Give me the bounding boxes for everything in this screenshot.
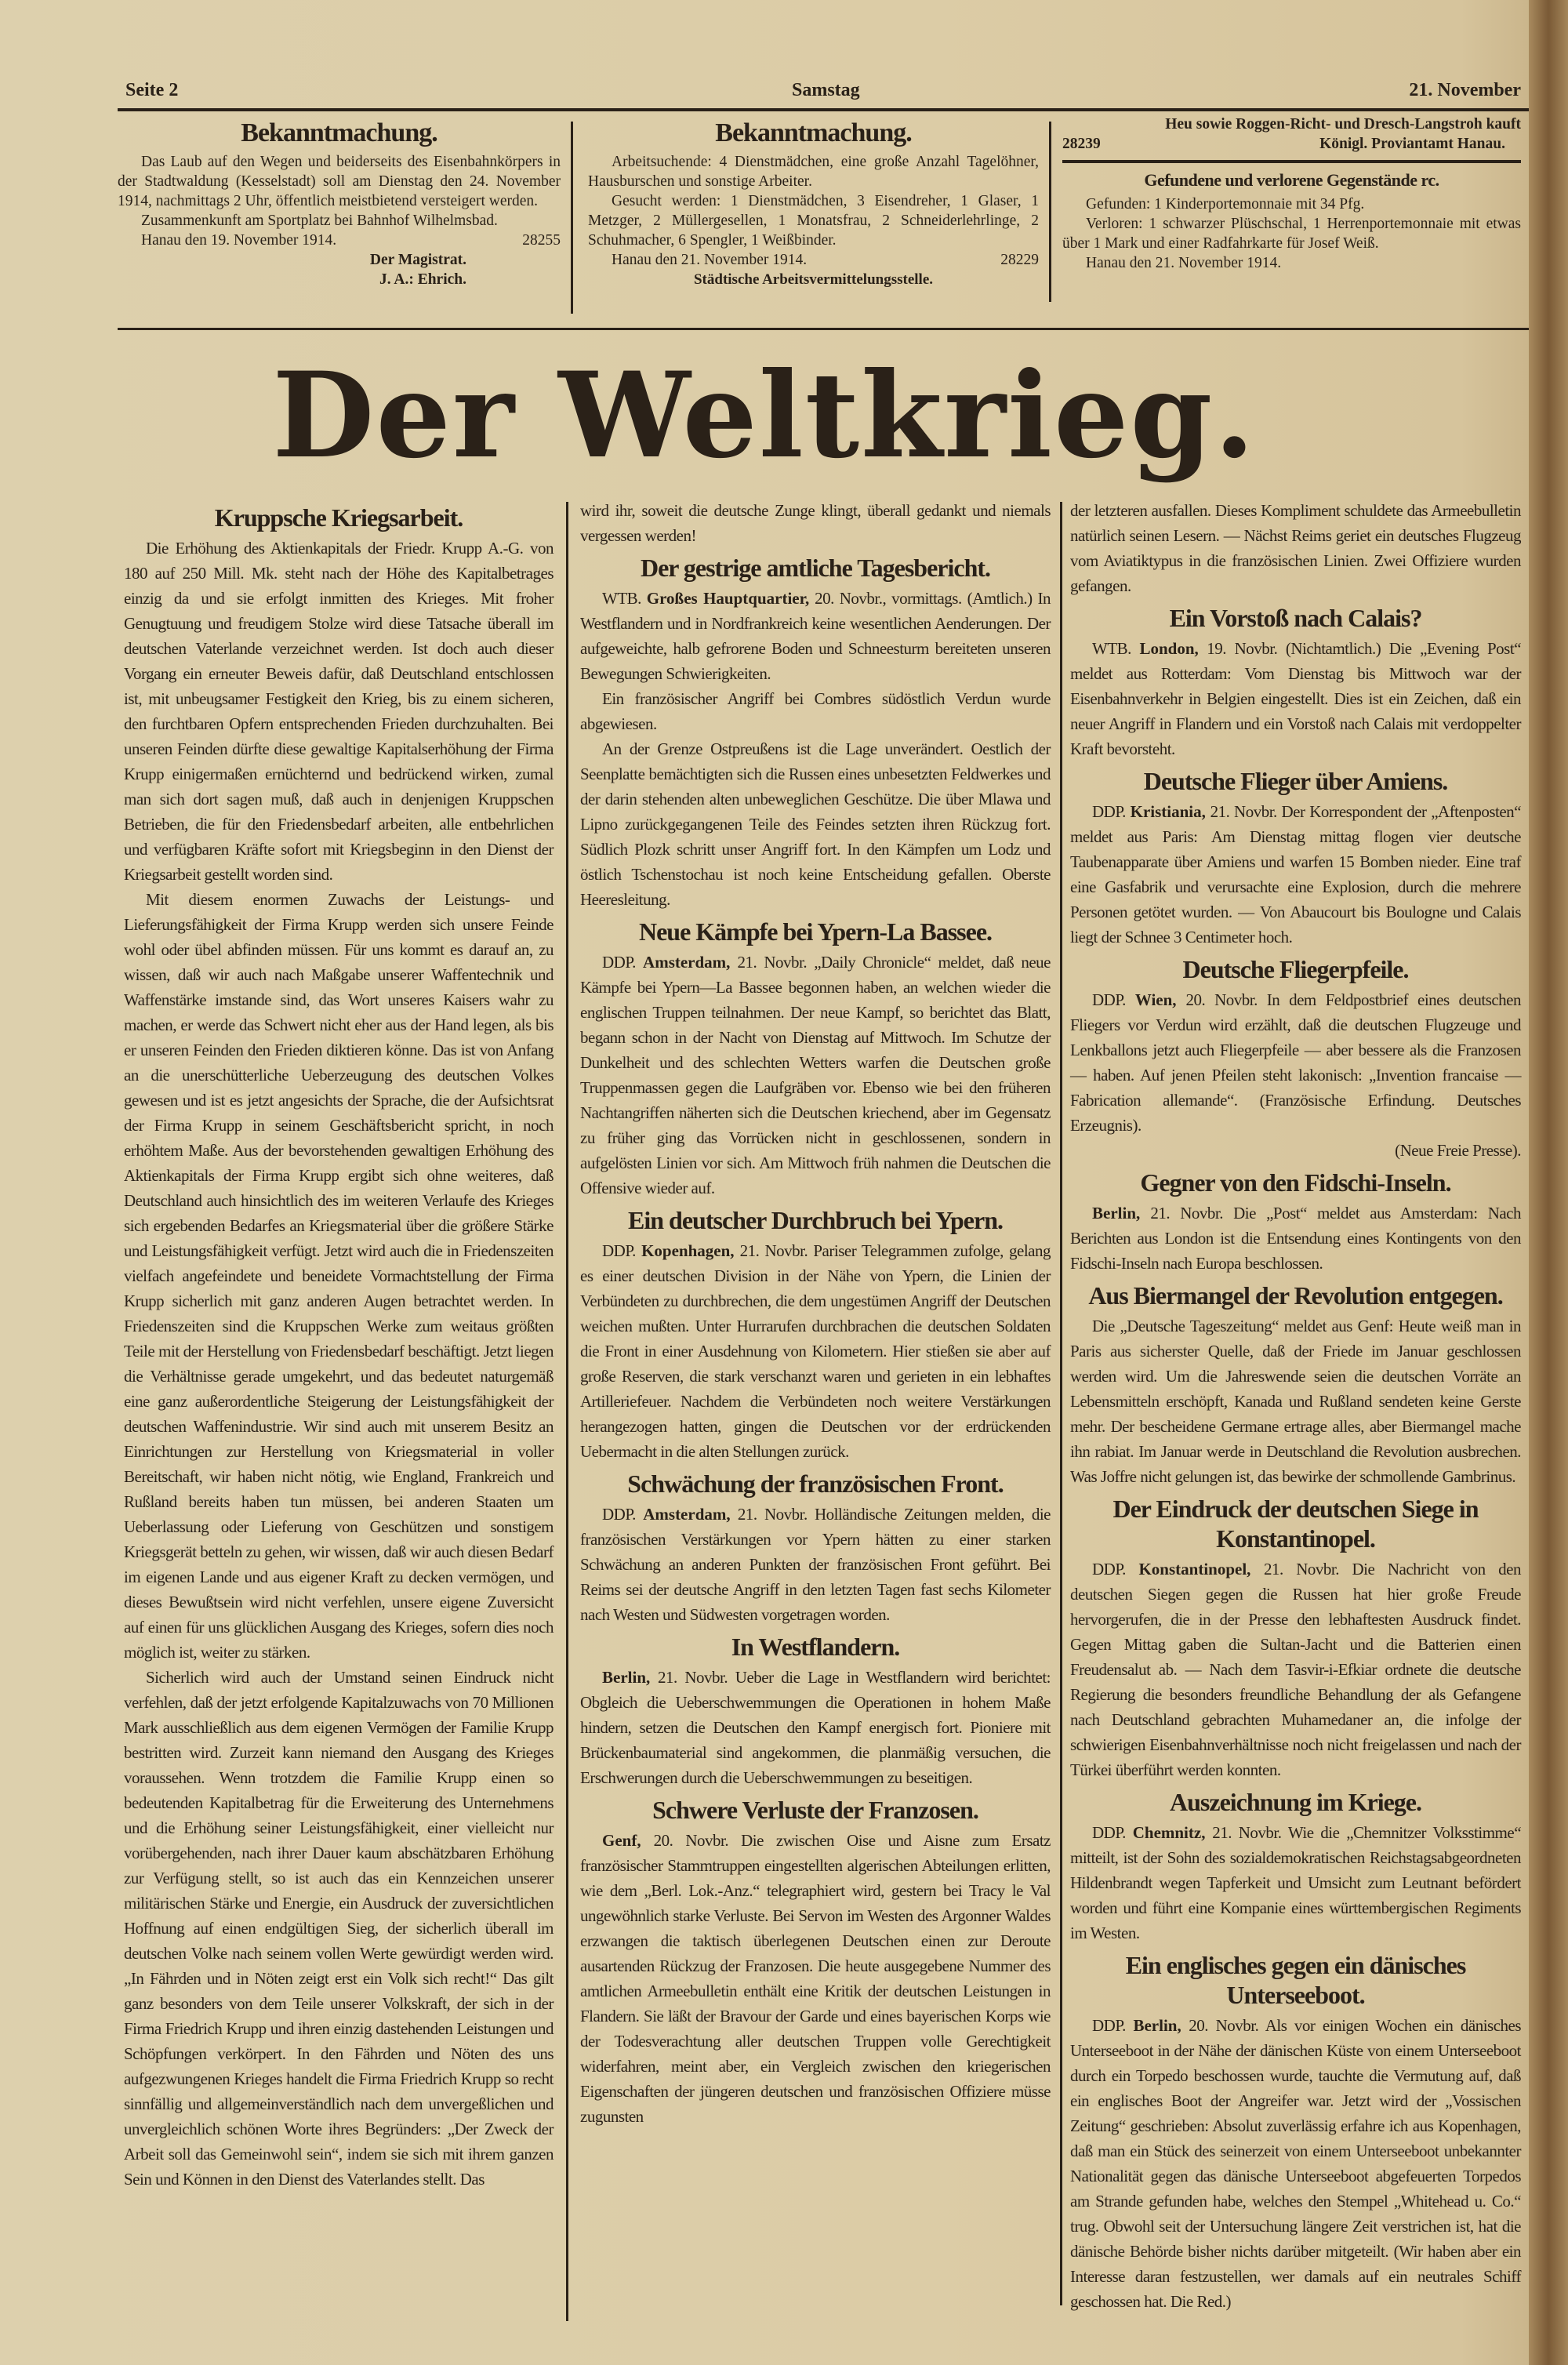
ad-title: Bekanntmachung. [715,118,912,147]
news-agency: DDP. [1092,2016,1126,2035]
article-paragraph [580,498,1051,548]
ad-text: Das Laub auf den Wegen und beiderseits des Eisenbahnkörpers in der Stadtwaldung (Kesselstadt) soll am Dienstag den 24. November 1914, nachmittags 2 Uhr, öffentlich meistbietend versteigert werden. [118,154,561,209]
article-headline: Auszeichnung im Kriege. [1170,1788,1421,1816]
dateline-place: Kristiania, [1130,802,1206,821]
dateline-place: Berlin, [602,1668,651,1687]
ad-signature: J. A.: Ehrich. [379,271,466,288]
paragraph-text: 20. Novbr. Die zwischen Oise und Aisne zum Ersatz französischer Stammtruppen eingestellten algerischen Abteilungen erlitten, wie dem „Berl. Lok.-Anz.“ telegraphiert wird, gestern bei Tracy le Val ungewöhnlich starke Verluste. Bei Servon im Westen des Argonner Waldes erzwangen die taktisch überlegenen Deutschen einen zur Deroute ausartenden Rückzug der Franzosen. Die heute ausgegebene Nummer des amtlichen Armeebulletin enthält eine Kritik der deutschen Leistungen in Flandern. Sie läßt der Bravour der Garde und eines bayerischen Korps wie der Todesverachtung aller deutschen Truppen volle Gerechtigkeit widerfahren, meint aber, ein Vergleich zwischen den kriegerischen Eigenschaften der jüngeren deutschen und französischen Offiziere müsse zugunsten [580,1831,1051,2126]
ad-text: Gefunden: 1 Kinderportemonnaie mit 34 Pfg. [1086,196,1365,213]
article-paragraph [1070,987,1521,1138]
article-headline: Deutsche Flieger über Amiens. [1143,767,1448,795]
article [124,503,554,2192]
article-paragraph [1070,1138,1521,1163]
ad-signature: Königl. Proviantamt Hanau. [1319,136,1505,152]
column-3 [1070,498,1521,2314]
article-paragraph [580,586,1051,686]
news-agency: DDP. [602,1505,636,1524]
article [1070,498,1521,598]
article-paragraph [1070,799,1521,950]
article-headline: In Westflandern. [731,1633,900,1661]
paragraph-text: 20. Novbr., vormittags. (Amtlich.) In Westflandern und in Nordfrankreich keine wesentlichen Aenderungen. Der aufgeweichte, halb gefrorene Boden und Schneesturm bereiteten unseren Bewegungen Schwierigkeiten. [580,589,1051,683]
paragraph-text: 21. Novbr. Der Korrespondent der „Aftenposten“ meldet aus Paris: Am Dienstag mittag flogen vier deutsche Taubenapparate über Amiens und warfen 15 Bomben nieder. Eine traf eine Gasfabrik und verursachte eine Explosion, durch die mehrere Personen getötet wurden. — Von Abaucourt bis Boulogne und Calais liegt der Schnee 3 Centimeter hoch. [1070,802,1521,946]
paragraph-text: 21. Novbr. Wie die „Chemnitzer Volksstimme“ mitteilt, ist der Sohn des sozialdemokratischen Reichstagsabgeordneten Hildenbrandt wegen Tapferkeit und Umsicht zum Leutnant befördert worden und führt eine Kompanie eines württembergischen Regiments im Westen. [1070,1823,1522,1942]
column-1 [124,498,554,2192]
article-paragraph [580,1828,1051,2129]
dateline-place: Großes Hauptquartier, [646,589,810,608]
ad-rule [1062,160,1521,163]
book-gutter [1529,0,1568,2365]
article [1070,954,1521,1163]
ad-labour-office [588,118,1039,289]
ad-number: 28239 [1062,136,1101,152]
column-rule [1049,122,1051,302]
paragraph-text: 20. Novbr. In dem Feldpostbrief eines deutschen Fliegers vor Verdun wird erzählt, daß die deutschen Flugzeuge und Lenkballons jetzt auch Fliegerpfeile — aber bessere als die Franzosen — haben. Auf jenen Pfeilen steht lakonisch: „Invention francaise — Fabrication allemande“. (Französische Erfindung. Deutsches Erzeugnis). [1070,990,1522,1135]
news-agency: DDP. [1092,990,1126,1009]
article-headline: Neue Kämpfe bei Ypern-La Bassee. [638,917,993,946]
paragraph-text: 21. Novbr. „Daily Chronicle“ meldet, daß neue Kämpfe bei Ypern—La Bassee begonnen haben, an welchen wieder die englischen Truppen teilnahmen. Der neue Kampf, so berichtet das Blatt, begann schon in der Nacht von Dienstag auf Mittwoch. Im Schutze der Dunkelheit und des schlechten Wetters warfen die Deutschen große Truppenmassen gegen die Laufgräben vor. Ebenso wie bei den früheren Nachtangriffen näherten sich die Deutschen kriechend, aber im Gegensatz zu früher ging das Vorrücken nicht in geschlossenen, sondern in aufgelösten Linien vor sich. Am Mittwoch früh nahmen die Deutschen die Offensive wieder auf. [580,953,1051,1197]
news-agency: WTB. [1092,639,1131,658]
article [580,917,1051,1201]
article-headline: Der gestrige amtliche Tagesbericht. [640,554,991,582]
dateline-place: Konstantinopel, [1138,1560,1251,1578]
article [580,1795,1051,2129]
article [1070,1168,1521,1276]
article-headline: Gegner von den Fidschi-Inseln. [1140,1168,1451,1197]
article-headline: Ein Vorstoß nach Calais? [1169,604,1422,632]
article-headline: Ein englisches gegen ein dänisches Unterseeboot. [1125,1951,1466,2009]
article-paragraph [580,736,1051,912]
dateline-place: Genf, [602,1831,641,1850]
article-paragraph [580,1238,1051,1464]
article-headline: Schwere Verluste der Franzosen. [652,1796,978,1824]
article-paragraph [580,1502,1051,1627]
article [1070,1494,1521,1782]
paragraph-text: 19. Novbr. (Nichtamtlich.) Die „Evening Post“ meldet aus Rotterdam: Vom Dienstag bis Mittwoch war der Eisenbahnverkehr in Belgien eingestellt. Dies ist ein Zeichen, daß ein neuer Angriff in Flandern und ein Vorstoß nach Calais mit verdoppelter Kraft bevorsteht. [1070,639,1522,758]
article [580,1469,1051,1627]
ad-text: Heu sowie Roggen-Richt- und Dresch-Langstroh kauft [1165,116,1521,133]
article [580,1632,1051,1790]
article-headline: Der Eindruck der deutschen Siege in Konstantinopel. [1112,1495,1479,1553]
article-paragraph [124,887,554,1665]
ad-place-date: Hanau den 19. November 1914. [141,232,337,249]
article [1070,766,1521,950]
paragraph-text: 21. Novbr. Die „Post“ meldet aus Amsterdam: Nach Berichten aus London ist die Entsendung eines Kontingents von den Fidschi-Inseln nach Europa beschlossen. [1070,1204,1521,1273]
news-agency: DDP. [1092,1823,1126,1842]
news-agency: DDP. [602,953,636,972]
column-rule [1060,502,1062,2305]
ad-place-date: Hanau den 21. November 1914. [1086,255,1282,271]
article [580,553,1051,912]
paragraph-text: 21. Novbr. Holländische Zeitungen melden, die französischen Verstärkungen vor Ypern hätten zu einer starken Schwächung an anderen Punkten der französischen Front geführt. Bei Reims sei der deutsche Angriff in den letzten Tagen fast sechs Kilometer nach Westen und Südwesten vorgetragen worden. [580,1505,1051,1624]
column-rule [566,502,568,2321]
article-headline: Ein deutscher Durchbruch bei Ypern. [628,1206,1003,1234]
article-paragraph [1070,1313,1521,1489]
weekday: Samstag [792,80,860,100]
paragraph-text: der letzteren ausfallen. Dieses Kompliment schuldete das Armeebulletin natürlich seinen Lesern. — Nächst Reims geriet ein deutsches Flugzeug vom Aviatiktypus in die französischen Linien. Zwei Offiziere wurden gefangen. [1070,501,1521,595]
news-agency: DDP. [602,1241,636,1260]
dateline-place: Amsterdam, [643,953,731,972]
article-headline: Schwächung der französischen Front. [627,1469,1004,1498]
ad-laub-auction [118,118,561,289]
dateline-place: London, [1139,639,1199,658]
ad-lost-found [1062,114,1521,273]
article [580,498,1051,548]
ad-text: Zusammenkunft am Sportplatz bei Bahnhof Wilhelmsbad. [141,213,498,229]
ad-signature: Städtische Arbeitsvermittelungsstelle. [693,271,933,288]
paragraph-text: Mit diesem enormen Zuwachs der Leistungs- und Lieferungsfähigkeit der Firma Krupp werden sich unsere Feinde wohl oder übel abfinden müssen. Für uns kommt es darauf an, zu wissen, daß wir auch nach Maßgabe unserer Waffentechnik und Waffenstärke imstande sind, das Wort unseres Kaisers wahr zu machen, er werde das Schwert nicht eher aus der Hand legen, als bis er unseren Feinden den Frieden diktieren könne. Das ist von Anfang an die unerschütterliche Ueberzeugung des deutschen Volkes gewesen und ist es jetzt angesichts der Sprache, die der Aufsichtsrat der Firma Krupp in seinem Geschäftsbericht spricht, in noch erhöhtem Maße. Aus der bevorstehenden gewaltigen Erhöhung des Aktienkapitals der Firma Krupp ergibt sich ohne weiteres, daß Deutschland auch hinsichtlich des im weiteren Verlaufe des Krieges sich ergebenden Bedarfes an Kriegsmaterial über die größere Stärke und Leistungsfähigkeit verfügt. Jetzt wird auch die in Friedenszeiten vielfach angefeindete und beneidete Vormachtstellung der Firma Krupp sicherlich mit ganz anderen Augen betrachtet werden. In Friedenszeiten sind die Kruppschen Werke zum weitaus größten Teile mit der Herstellung von Friedensbedarf beschäftigt. Jetzt liegen die Verhältnisse gerade umgekehrt, und das bedeutet naturgemäß eine ganz außerordentliche Steigerung der Leistungsfähigkeit der deutschen Waffenindustrie. Wir sind auch mit unserem Besitz an Einrichtungen zur Herstellung von Kriegsmaterial in voller Bereitschaft, wir haben nicht nötig, wie England, Frankreich und Rußland bereits haben tun müssen, bei anderen Staaten um Ueberlassung oder Lieferung von Geschützen und sonstigem Kriegsgerät betteln zu gehen, wir wissen, daß wir auch diesen Bedarf im eigenen Lande und aus eigener Kraft zu decken vermögen, und dieses Bewußtsein wird nicht verfehlen, unsere eigene Zuversicht auf einen für uns glücklichen Ausgang des Krieges, sofern dies noch möglich ist, weiter zu stärken. [124,890,554,1662]
ad-number: 28229 [1000,252,1039,268]
ad-place-date: Hanau den 21. November 1914. [612,252,808,268]
page-number: Seite 2 [125,80,179,100]
paragraph-text: 21. Novbr. Ueber die Lage in Westflandern wird berichtet: Obgleich die Ueberschwemmungen die Operationen in hohem Maße hindern, setzen die Deutschen den Kampf energisch fort. Pioniere mit Brückenbaumaterial sind angekommen, die planmäßig versuchen, die Erschwerungen durch die Ueberschwemmungen zu beseitigen. [580,1668,1051,1787]
ad-text: Verloren: 1 schwarzer Plüschschal, 1 Herrenportemonnaie mit etwas über 1 Mark und einer Radfahrkarte für Josef Weiß. [1062,216,1521,252]
page-header [125,78,1521,104]
article-paragraph [1070,1557,1521,1782]
paragraph-text: wird ihr, soweit die deutsche Zunge klingt, überall gedankt und niemals vergessen werden! [580,501,1051,545]
news-agency: DDP. [1092,1560,1126,1578]
paragraph-text: An der Grenze Ostpreußens ist die Lage unverändert. Oestlich der Seenplatte bemächtigten sich die Russen eines unbesetzten Feldwerkes und der darin stehenden alten unbeweglichen Geschütze. Die über Mlawa und Lipno zurückgegangenen Teile des Feindes setzten ihren Rückzug fort. Südlich Plozk schritt unser Angriff fort. In den Kämpfen um Lodz und östlich Tschenstochau ist noch keine Entscheidung gefallen. Oberste Heeresleitung. [580,739,1051,909]
paragraph-text: 21. Novbr. Pariser Telegrammen zufolge, gelang es einer deutschen Division in der Nähe von Ypern, die Linien der Verbündeten zu durchbrechen, die dem ungestümen Angriff der Deutschen weichen mußten. Unter Hurrarufen durchbrachen die deutschen Soldaten die Front in einer Ausdehnung von Kilometern. Hier stießen sie aber auf große Reserven, die stark verschanzt waren und gerieten in ein lebhaftes Artilleriefeuer. Nachdem die Verbündeten noch weitere Verstärkungen herangezogen hatten, gingen die Deutschen vor der erdrückenden Uebermacht in die alten Stellungen zurück. [580,1241,1051,1461]
article-headline: Aus Biermangel der Revolution entgegen. [1088,1281,1503,1310]
article-headline: Kruppsche Kriegsarbeit. [214,503,463,532]
paragraph-text: (Neue Freie Presse). [1395,1141,1521,1160]
column-2 [580,498,1051,2129]
article-paragraph [1070,1201,1521,1276]
news-agency: DDP. [1092,802,1126,821]
article [1070,1787,1521,1945]
dateline-place: Chemnitz, [1132,1823,1206,1842]
dateline-place: Kopenhagen, [641,1241,735,1260]
ad-number: 28255 [522,232,561,249]
column-rule [571,122,573,314]
article-headline: Deutsche Fliegerpfeile. [1182,955,1409,983]
issue-date: 21. November [1409,80,1521,100]
ad-text: Arbeitsuchende: 4 Dienstmädchen, eine große Anzahl Tagelöhner, Hausburschen und sonstige Arbeiter. [588,154,1039,190]
ad-signature: Der Magistrat. [369,252,466,268]
paragraph-text: Die „Deutsche Tageszeitung“ meldet aus Genf: Heute weiß man in Paris aus sicherster Quelle, daß der Friede im Januar geschlossen werden wird. Um die Jahreswende seien die deutschen Vorräte an Lebensmitteln erschöpft, Kanada und Rußland sendeten keine Gerste mehr. Der bescheidene Germane ertrage alles, aber Biermangel mache ihn rabiat. Im Januar werde in Deutschland die Revolution ausbrechen. Was Joffre nicht gelungen ist, das bewirke der schmollende Gambrinus. [1070,1317,1521,1486]
main-title: Der Weltkrieg. [272,347,1257,485]
article-paragraph [580,1665,1051,1790]
article-paragraph [1070,1820,1521,1945]
article-paragraph [580,686,1051,736]
paragraph-text: Ein französischer Angriff bei Combres südöstlich Verdun wurde abgewiesen. [580,689,1051,733]
paragraph-text: 21. Novbr. Die Nachricht von den deutschen Siegen gegen die Russen hat hier große Freude hervorgerufen, die in der Presse den lebhaftesten Ausdruck findet. Gegen Mittag gaben die Sultan-Jacht und die Batterien einen Freudensalut ab. — Nach dem Tasvir-i-Efkiar ordnete die deutsche Regierung die besonders freundliche Behandlung der als Gefangene nach Deutschland gebrachten Muhamedaner an, die infolge der schwierigen Eisenbahnverhältnisse noch nicht freigelassen und nach der Türkei überführt werden konnten. [1070,1560,1522,1779]
paragraph-text: Die Erhöhung des Aktienkapitals der Friedr. Krupp A.-G. von 180 auf 250 Mill. Mk. steht nach der Höhe des Kapitalbetrages einzig da und sie erfolgt inmitten des Krieges. Mit froher Genugtuung und freudigem Stolze wird diese Tatsache überall im deutschen Vaterlande verzeichnet werden. Ist doch auch dieser Vorgang ein erneuter Beweis dafür, daß Deutschland entschlossen ist, mit unbeugsamer Festigkeit den Krieg, bis zu einem sicheren, den furchtbaren Opfern entsprechenden Frieden durchzuhalten. Bei unseren Feinden dürfte diese gewaltige Kapitalserhöhung der Firma Krupp einigermaßen ernüchternd und bedrückend wirken, zumal man sich dort sagen muß, daß auch in denjenigen Kruppschen Betrieben, die für den Friedensbedarf arbeiten, alle entbehrlichen und verfügbaren Kräfte sofort mit Kriegsbeginn in den Dienst der Kriegsarbeit gestellt worden sind. [124,539,554,884]
article-paragraph [580,950,1051,1201]
dateline-place: Wien, [1134,990,1177,1009]
header-rule [118,108,1529,111]
dateline-place: Berlin, [1133,2016,1181,2035]
article-paragraph [1070,498,1521,598]
ad-title: Bekanntmachung. [241,118,437,147]
paragraph-text: Sicherlich wird auch der Umstand seinen Eindruck nicht verfehlen, daß der jetzt erfolgende Kapitalzuwachs von 70 Millionen Mark ausschließlich aus dem eigenen Vermögen der Familie Krupp bestritten wird. Zurzeit kann niemand den Ausgang des Krieges voraussehen. Wenn trotzdem die Familie Krupp einen so bedeutenden Kapitalbetrag für die Erweiterung des Unternehmens und die Erhöhung seiner Leistungsfähigkeit, einer vielleicht nur vorübergehenden, nach ihrer Dauer kaum abschätzbaren Erhöhung zur Verfügung stellt, so ist auch das ein Kennzeichen unserer militärischen Stärke und Energie, ein Ausdruck der zuversichtlichen Hoffnung auf einen endgültigen Sieg, der sicherlich überall im deutschen Volke nach seinem vollen Werte gewürdigt werden wird. „In Fährden und in Nöten zeigt erst ein Volk sich recht!“ Das gilt ganz besonders von dem Teile unserer Volkskraft, der sich in der Firma Friedrich Krupp und ihren einzig dastehenden Leistungen und Schöpfungen verkörpert. In den Fährden und Nöten des uns aufgezwungenen Krieges handelt die Firma Friedrich Krupp so recht sinnfällig und allgemeinverständlich nach dem unvergeßlichen und unvergleichlich schönen Worte ihres Begründers: „Der Zweck der Arbeit soll das Gemeinwohl sein“, indem sie sich mit ihrem ganzen Sein und Können in den Dienst des Vaterlandes stellt. Das [124,1668,554,2189]
article [580,1205,1051,1464]
dateline-place: Amsterdam, [643,1505,731,1524]
section-rule [118,328,1529,330]
ad-text: Gesucht werden: 1 Dienstmädchen, 3 Eisendreher, 1 Glaser, 1 Metzger, 2 Müllergesellen, 1 Monatsfrau, 2 Schneiderlehrlinge, 2 Schuhmacher, 6 Spengler, 1 Weißbinder. [588,193,1039,249]
article [1070,603,1521,761]
article-paragraph [124,536,554,887]
article-paragraph [1070,2013,1521,2314]
article-paragraph [1070,636,1521,761]
article [1070,1281,1521,1489]
news-agency: WTB. [602,589,641,608]
paragraph-text: 20. Novbr. Als vor einigen Wochen ein dänisches Unterseeboot in der Nähe der dänischen Küste von einem Unterseeboot durch ein Torpedo beschossen wurde, tauchte die Vermutung auf, daß ein englisches Boot der Angreifer war. Jetzt wird der „Vossischen Zeitung“ geschrieben: Absolut zuverlässig erfahre ich aus Kopenhagen, daß man ein Stück des seinerzeit von einem Unterseeboot unbekannter Nationalität gegen das dänische Unterseeboot abgefeuerten Torpedos am Strande gefunden habe, welches den Stempel „Whitehead u. Co.“ trug. Obwohl seit der Untersuchung längere Zeit verstrichen ist, hat die dänische Behörde bisher nichts darüber mitgeteilt. (Wir haben aber ein Interesse daran festzustellen, wer damals auf ein neutrales Schiff geschossen hat. Die Red.) [1070,2016,1522,2311]
ad-title: Gefundene und verlorene Gegenstände rc. [1144,170,1439,190]
article [1070,1950,1521,2314]
dateline-place: Berlin, [1092,1204,1141,1222]
article-paragraph [124,1665,554,2192]
